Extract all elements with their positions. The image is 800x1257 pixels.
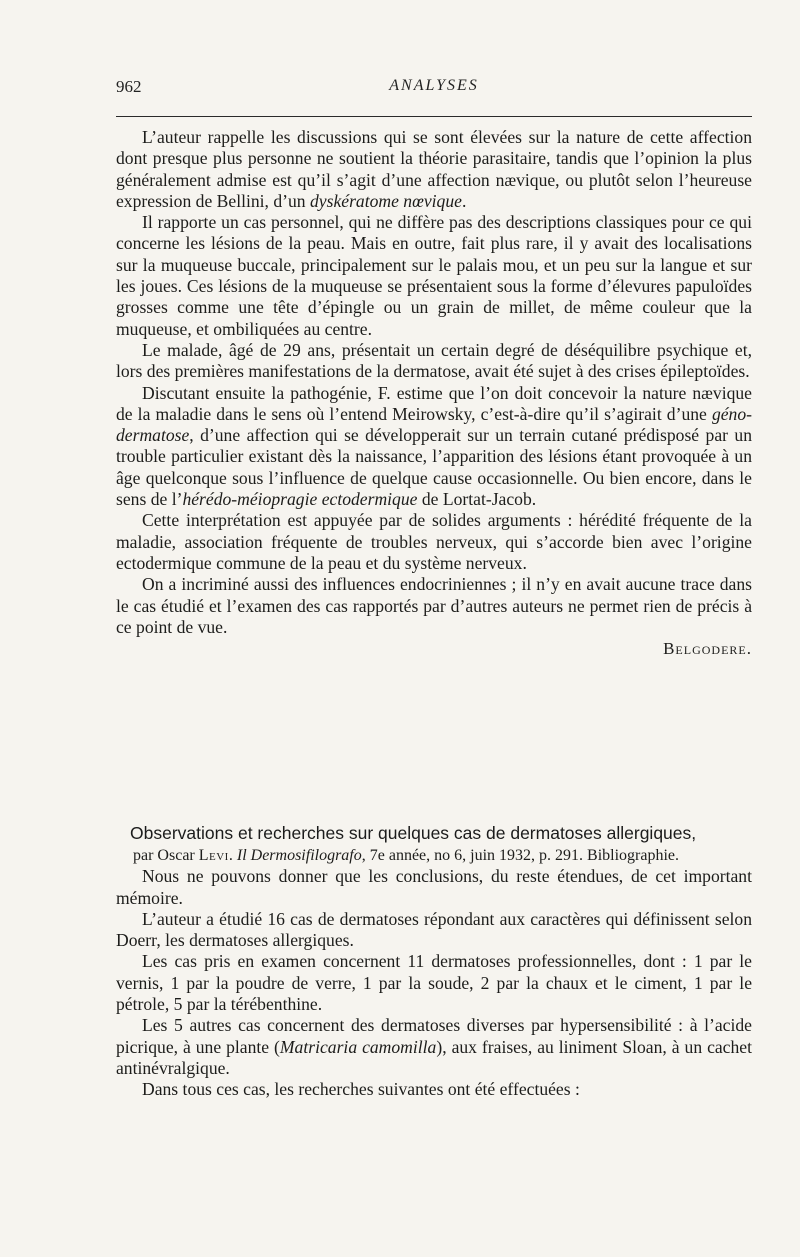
article-citation — [116, 845, 752, 866]
citation-journal: Il Dermosifilografo — [236, 847, 362, 864]
paragraph — [116, 1015, 752, 1079]
second-article — [116, 845, 752, 1101]
paragraph: Il rapporte un cas personnel, qui ne diffère pas des descriptions classiques pour ce qui concerne les lésions de la peau. Mais en outre, fait plus rare, il y avait des localisations sur la muqueuse buccale, principalement sur le palais mou, et un peu sur la langue et sur les joues. Ces lésions de la muqueuse se présentaient sous la forme d’élevures papuloïdes grosses comme une tête d’épingle ou un grain de millet, de même couleur que la muqueuse, et ombiliquées au centre. — [116, 212, 752, 339]
paragraph: Dans tous ces cas, les recherches suivantes ont été effectuées : — [142, 1079, 580, 1100]
paragraph: L’auteur a étudié 16 cas de dermatoses répondant aux caractères qui définissent selon Doerr, les dermatoses allergiques. — [116, 908, 752, 951]
paragraph-text: L’auteur rappelle les discussions qui se sont élevées sur la nature de cette affection dont presque plus personne ne soutient la théorie parasitaire, tandis que l’opinion la plus généralement admise est qu’il s’agit d’une affection nævique, ou plutôt selon l’heureuse expression de Bellini, d’un — [116, 127, 752, 211]
author-signature: Belgodere. — [663, 639, 752, 659]
paragraph-text: , d’une affection qui se développerait sur un terrain cutané prédisposé par un trouble particulier existant dès la naissance, l’apparition des lésions étant provoquée à un âge quelconque sous l’influence de quelque cause occasionnelle. Ou bien encore, dans le sens de l’ — [116, 425, 752, 510]
paragraph — [116, 383, 752, 511]
running-head: ANALYSES — [389, 77, 479, 94]
citation-text: . — [228, 847, 237, 864]
italic-term: dyskératome nœvique — [310, 190, 462, 211]
page-header — [116, 77, 752, 105]
page-number: 962 — [116, 77, 142, 96]
paragraph — [116, 127, 752, 212]
citation-text: , 7e année, no 6, juin 1932, p. 291. Bibliographie. — [361, 847, 680, 864]
paragraph: Cette interprétation est appuyée par de solides arguments : hérédité fréquente de la maladie, association fréquente de troubles nerveux, qui s’accorde bien avec l’origine ectodermique commune de la peau et du système nerveux. — [116, 510, 752, 573]
italic-term: géno-dermatose — [116, 403, 752, 446]
paragraph: On a incriminé aussi des influences endocriniennes ; il n’y en avait aucune trace dans le cas étudié et l’examen des cas rapportés par d’autres auteurs ne permet rien de précis à ce point de vue. — [116, 574, 752, 637]
paragraph: Le malade, âgé de 29 ans, présentait un certain degré de déséquilibre psychique et, lors des premières manifestations de la dermatose, avait été sujet à des crises épileptoïdes. — [116, 339, 752, 382]
paragraph-text: Les 5 autres cas concernent des dermatoses diverses par hypersensibilité : à l’acide picrique, à une plante ( — [116, 1015, 752, 1057]
citation-author: Levi — [198, 847, 229, 864]
italic-term: hérédo-méiopragie ectodermique — [182, 489, 418, 510]
first-article — [116, 127, 752, 659]
paragraph: Nous ne pouvons donner que les conclusions, du reste étendues, de cet important mémoire. — [116, 866, 752, 908]
second-article-title — [130, 822, 752, 844]
paragraph: Les cas pris en examen concernent 11 dermatoses professionnelles, dont : 1 par le vernis, 1 par la poudre de verre, 1 par la soude, 2 par la chaux et le ciment, 1 par le pétrole, 5 par la térébenthine. — [116, 951, 752, 1015]
header-rule — [116, 116, 752, 117]
citation-text: par Oscar — [133, 847, 199, 864]
article-title: Observations et recherches sur quelques cas de dermatoses allergiques, — [130, 823, 697, 843]
paragraph-text: . — [461, 190, 467, 211]
paragraph-text: ), aux fraises, au liniment Sloan, à un cachet antinévralgique. — [116, 1036, 752, 1078]
italic-term: Matricaria camomilla — [279, 1036, 437, 1057]
paragraph-text: Discutant ensuite la pathogénie, F. estime que l’on doit concevoir la nature nævique de la maladie dans le sens où l’entend Meirowsky, c’est-à-dire qu’il s’agirait d’une — [116, 382, 752, 424]
paragraph-text: de Lortat-Jacob. — [417, 489, 537, 510]
